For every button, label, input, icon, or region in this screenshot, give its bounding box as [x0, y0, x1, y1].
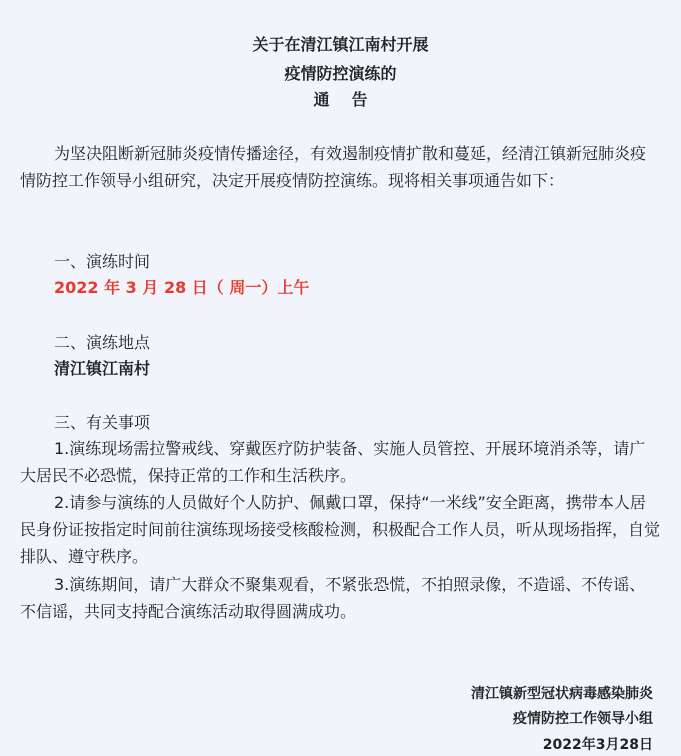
- section-time-value: 2022 年 3 月 28 日（ 周一）上午: [54, 278, 310, 297]
- intro-paragraph: [20, 140, 660, 194]
- signature-date: 2022年3月28日: [542, 737, 653, 753]
- matters-item-1-text: 1.演练现场需拉警戒线、穿戴医疗防护装备、实施人员管控、开展环境消杀等，请广大居民不必恐慌，保持正常的工作和生活秩序。: [20, 439, 646, 485]
- section-location-value: 清江镇江南村: [54, 359, 151, 378]
- section-location-heading: 二、演练地点: [54, 333, 151, 352]
- matters-item-3-text: 3.演练期间，请广大群众不聚集观看，不紧张恐慌，不拍照录像，不造谣、不传谣、不信谣，共同支持配合演练活动取得圆满成功。: [20, 575, 646, 621]
- matters-item-2: [20, 489, 660, 570]
- section-time-heading: 一、演练时间: [54, 252, 151, 271]
- matters-item-1: [20, 435, 660, 489]
- matters-item-3: [20, 571, 660, 625]
- notice-title-line-1: 关于在清江镇江南村开展: [252, 35, 429, 54]
- section-matters-heading: 三、有关事项: [54, 413, 151, 432]
- matters-item-2-text: 2.请参与演练的人员做好个人防护、佩戴口罩，保持“一米线”安全距离，携带本人居民身份证按指定时间前往演练现场接受核酸检测，积极配合工作人员，听从现场指挥，自觉排队、遵守秩序。: [20, 493, 661, 566]
- intro-text: 为坚决阻断新冠肺炎疫情传播途径，有效遏制疫情扩散和蔓延，经清江镇新冠肺炎疫情防控工作领导小组研究，决定开展疫情防控演练。现将相关事项通告如下：: [20, 144, 647, 190]
- signature-org-line-1: 清江镇新型冠状病毒感染肺炎: [471, 686, 653, 702]
- signature-org-line-2: 疫情防控工作领导小组: [513, 711, 653, 727]
- notice-title-line-2: 疫情防控演练的: [284, 64, 397, 83]
- notice-title-line-3: 通告: [313, 90, 390, 109]
